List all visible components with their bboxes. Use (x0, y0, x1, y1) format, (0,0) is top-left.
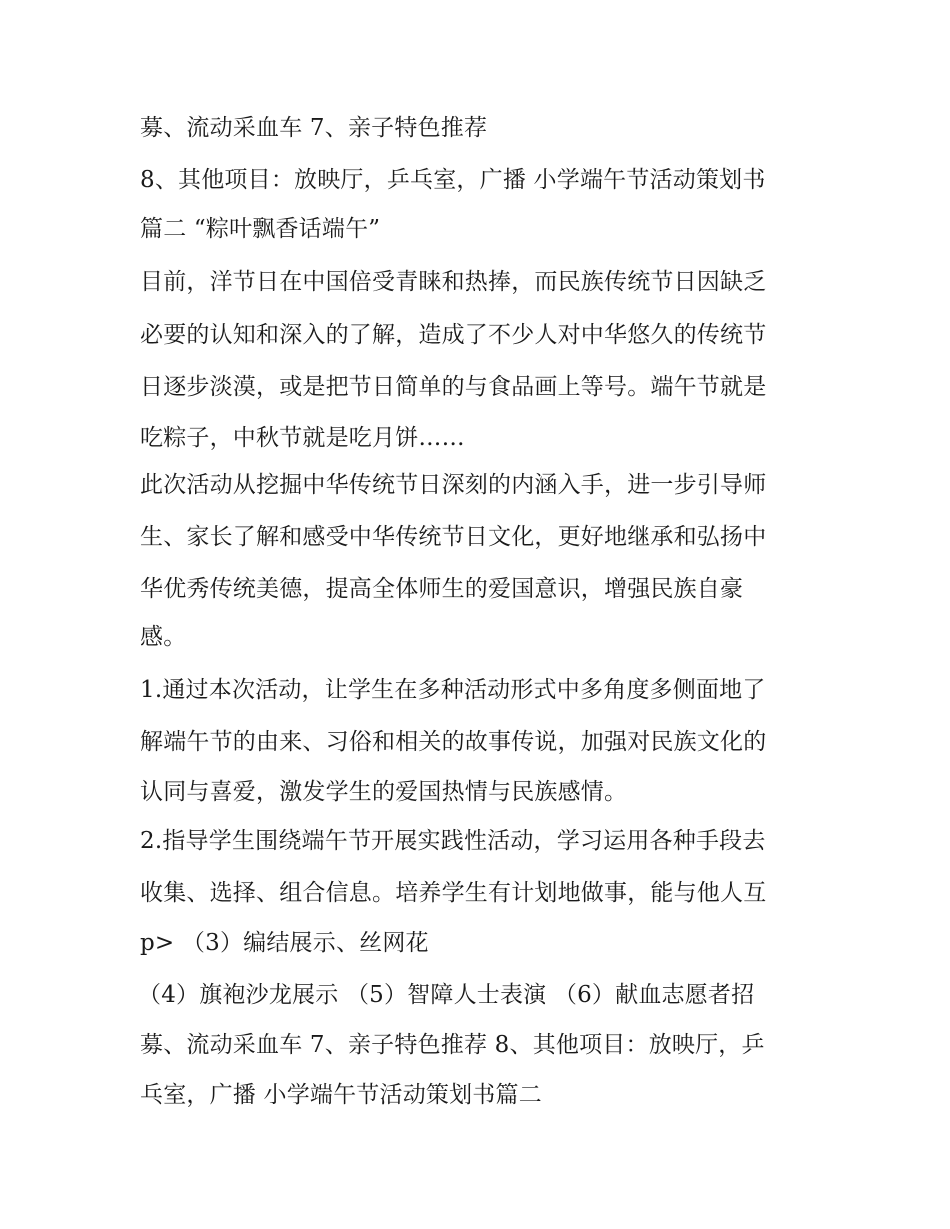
text-line: 此次活动从挖掘中华传统节日深刻的内涵入手，进一步引导师 (140, 472, 767, 498)
text-line: 吃粽子，中秋节就是吃月饼…… (140, 425, 465, 451)
text-line: 募、流动采血车 7、亲子特色推荐 8、其他项目：放映厅，乒 (140, 1032, 765, 1058)
text-line: 收集、选择、组合信息。培养学生有计划地做事，能与他人互 (140, 880, 767, 906)
text-line: 1.通过本次活动，让学生在多种活动形式中多角度多侧面地了 (140, 677, 766, 703)
text-line: 生、家长了解和感受中华传统节日文化，更好地继承和弘扬中 (140, 524, 767, 550)
text-line: 解端午节的由来、习俗和相关的故事传说，加强对民族文化的 (140, 729, 767, 755)
text-line: 华优秀传统美德，提高全体师生的爱国意识，增强民族自豪 (140, 576, 744, 602)
text-line: （4）旗袍沙龙展示 （5）智障人士表演 （6）献血志愿者招 (138, 982, 755, 1008)
text-line: 认同与喜爱，激发学生的爱国热情与民族感情。 (140, 779, 628, 805)
text-line: 日逐步淡漠，或是把节日简单的与食品画上等号。端午节就是 (140, 374, 767, 400)
text-line: 8、其他项目：放映厅，乒乓室，广播 小学端午节活动策划书 (140, 167, 766, 193)
text-line: 目前，洋节日在中国倍受青睐和热捧，而民族传统节日因缺乏 (140, 269, 767, 295)
text-line: 募、流动采血车 7、亲子特色推荐 (140, 115, 488, 141)
text-line: 乓室，广播 小学端午节活动策划书篇二 (140, 1082, 542, 1108)
text-line: 篇二 “粽叶飘香话端午” (140, 216, 381, 242)
text-line: 必要的认知和深入的了解，造成了不少人对中华悠久的传统节 (140, 322, 767, 348)
text-line: 感。 (140, 624, 187, 650)
text-line: p> （3）编结展示、丝网花 (140, 930, 429, 956)
text-line: 2.指导学生围绕端午节开展实践性活动，学习运用各种手段去 (140, 828, 766, 854)
